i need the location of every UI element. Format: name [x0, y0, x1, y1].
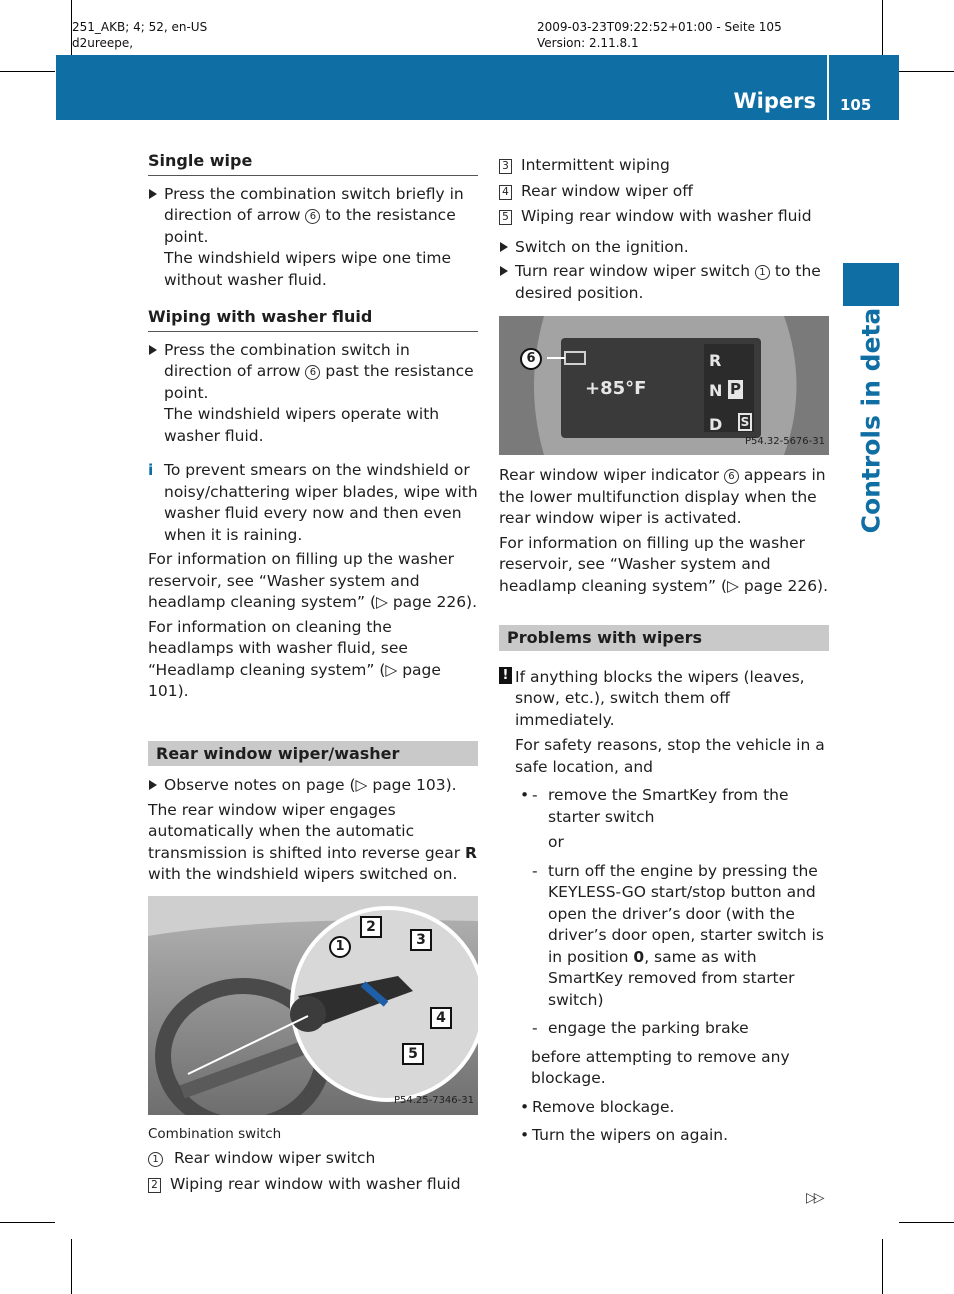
gear-p: P — [730, 380, 741, 398]
legend-number: 3 — [499, 159, 512, 174]
ref-number: 6 — [305, 365, 320, 380]
step-item: Observe notes on page (▷ page 103). — [148, 775, 478, 797]
bullet-item: • Remove blockage. — [515, 1097, 829, 1119]
legend-item — [499, 155, 829, 177]
print-meta-left — [72, 19, 207, 51]
step-result: The windshield wipers operate with washer fluid. — [164, 405, 440, 445]
warning-note — [499, 667, 829, 1147]
callout-5: 5 — [402, 1043, 424, 1065]
gear-r: R — [709, 351, 722, 370]
crop-mark — [71, 1239, 72, 1294]
callout-4: 4 — [430, 1007, 452, 1029]
ref-number: 6 — [305, 209, 320, 224]
step-text: Turn rear window wiper switch — [515, 262, 751, 280]
callout-6: 6 — [520, 348, 542, 370]
callout-2: 2 — [360, 916, 382, 938]
dash-item — [515, 861, 829, 1012]
gear-n: N — [709, 381, 723, 400]
step-result: The windshield wipers wipe one time without washer fluid. — [164, 249, 452, 289]
paragraph: For information on filling up the washer reservoir, see “Washer system and headlamp cleaning system” (▷ page 226). — [499, 533, 829, 595]
warning-text: If anything blocks the wipers (leaves, snow, etc.), switch them off immediately. — [515, 667, 805, 729]
safety-text: For safety reasons, stop the vehicle in a safe location, and — [515, 736, 825, 776]
legend-item — [499, 206, 829, 228]
info-icon: i — [148, 461, 154, 479]
meta-line: 251_AKB; 4; 52, en-US — [72, 20, 208, 34]
multifunction-display-image — [499, 316, 829, 455]
meta-line: 2009-03-23T09:22:52+01:00 - Seite 105 — [537, 20, 782, 34]
paragraph-text: Rear window wiper indicator — [499, 466, 720, 484]
callout-3: 3 — [410, 929, 432, 951]
crop-mark — [882, 0, 883, 55]
step-item — [148, 340, 478, 448]
dash-item: - engage the parking brake — [515, 1018, 829, 1040]
header-divider — [827, 55, 829, 120]
callout-1: 1 — [329, 936, 351, 958]
before-text: before attempting to remove any blockage. — [531, 1047, 790, 1087]
section-title: Wipers — [733, 89, 816, 113]
legend-number: 1 — [148, 1152, 163, 1167]
info-text: To prevent smears on the windshield or noisy/chattering wiper blades, wipe with washer fluid every now and then even when it is raining. — [164, 461, 478, 544]
paragraph — [148, 800, 478, 886]
combination-switch-image — [148, 896, 478, 1115]
legend-number: 2 — [148, 1178, 161, 1193]
legend-number: 4 — [499, 185, 512, 200]
step-text: past the resistance point. — [164, 362, 474, 402]
meta-line: d2ureepe, — [72, 36, 134, 50]
temperature-readout: +85°F — [585, 378, 647, 399]
paragraph-text: with the windshield wipers switched on. — [148, 865, 458, 883]
legend-text: Wiping rear window with washer fluid — [521, 207, 812, 225]
legend-text: Rear window wiper switch — [174, 1149, 376, 1167]
legend-item — [148, 1148, 478, 1170]
gear-d: D — [709, 415, 723, 434]
gear-letter: R — [465, 843, 477, 862]
step-text: Press the combination switch in direction of arrow — [164, 340, 410, 380]
image-ref: P54.25-7346-31 — [393, 1095, 474, 1106]
single-wipe-heading: Single wipe — [148, 150, 478, 176]
bullet-item: • Turn the wipers on again. — [515, 1125, 829, 1147]
continue-marker: ▷▷ — [806, 1190, 822, 1206]
position-value: 0 — [633, 947, 645, 966]
step-item: Switch on the ignition. — [499, 237, 829, 259]
step-item — [148, 184, 478, 292]
print-meta-right — [537, 19, 782, 51]
paragraph-text: The rear window wiper engages automatically when the automatic transmission is shifted into reverse gear — [148, 800, 461, 862]
ref-number: 1 — [755, 265, 770, 280]
legend-item — [148, 1174, 478, 1196]
warning-icon: ! — [499, 667, 512, 684]
image-caption: Combination switch — [148, 1125, 282, 1142]
paragraph — [499, 465, 829, 530]
gear-s: S — [738, 413, 752, 431]
legend-item — [499, 181, 829, 203]
paragraph: For information on filling up the washer reservoir, see “Washer system and headlamp cleaning system” (▷ page 226). — [148, 550, 478, 611]
legend-number: 5 — [499, 210, 512, 225]
header-band — [56, 55, 899, 120]
image-ref: P54.32-5676-31 — [744, 435, 825, 447]
paragraph-text: appears in the lower multifunction display when the rear window wiper is activated. — [499, 466, 826, 527]
crop-mark — [899, 71, 954, 72]
crop-mark — [0, 71, 55, 72]
bullet-item — [515, 785, 829, 1090]
legend-text: Rear window wiper off — [521, 181, 693, 200]
dash-text: turn off the engine by pressing the KEYLESS-GO start/stop button and open the driver’s door (with the driver’s door open, starter switch is in position — [548, 861, 824, 966]
dash-text: , same as with SmartKey removed from starter switch) — [548, 947, 795, 1009]
ref-number: 6 — [724, 469, 739, 484]
right-column — [499, 155, 829, 1147]
or-text: or — [548, 833, 564, 851]
step-item — [499, 261, 829, 304]
legend-text: Wiping rear window with washer fluid — [170, 1174, 461, 1193]
chapter-label: Controls in detail — [856, 290, 886, 534]
dash-item: - • remove the SmartKey from the starter switch — [515, 785, 829, 828]
paragraph: For information on cleaning the headlamps with washer fluid, see “Headlamp cleaning system” (▷ page 101). — [148, 617, 441, 700]
rear-wiper-heading: Rear window wiper/washer — [148, 741, 478, 767]
step-text: to the resistance point. — [164, 206, 456, 246]
info-note — [148, 460, 478, 546]
step-text: to the desired position. — [515, 262, 821, 302]
meta-line: Version: 2.11.8.1 — [537, 36, 639, 50]
crop-mark — [899, 1222, 954, 1223]
left-column — [148, 150, 478, 1199]
page-number: 105 — [840, 96, 872, 114]
crop-mark — [882, 1239, 883, 1294]
crop-mark — [0, 1222, 55, 1223]
washer-fluid-heading: Wiping with washer fluid — [148, 306, 478, 332]
step-text: Press the combination switch briefly in direction of arrow — [164, 184, 464, 224]
legend-text: Intermittent wiping — [521, 156, 670, 174]
problems-heading: Problems with wipers — [499, 625, 829, 651]
